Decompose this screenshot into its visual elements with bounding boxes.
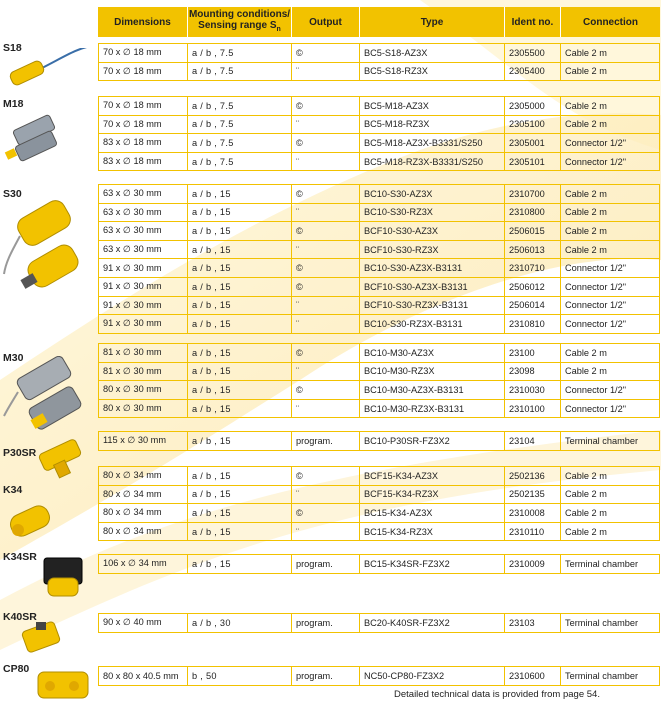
- output-cell: ¨: [292, 486, 360, 504]
- dimensions-cell: 80 x ∅ 30 mm: [98, 400, 188, 418]
- mounting-cell: a / b , 15: [188, 363, 292, 381]
- output-cell: ©: [292, 278, 360, 296]
- dimensions-cell: 115 x ∅ 30 mm: [98, 432, 188, 450]
- table-row: [98, 486, 660, 505]
- ident-cell: 23103: [505, 614, 561, 632]
- connection-cell: Cable 2 m: [561, 63, 660, 81]
- output-cell: ¨: [292, 241, 360, 259]
- connection-cell: Cable 2 m: [561, 344, 660, 362]
- ident-cell: 2305400: [505, 63, 561, 81]
- dimensions-cell: 70 x ∅ 18 mm: [98, 44, 188, 62]
- header-mounting-label: Mounting conditions/ Sensing range S: [188, 9, 291, 31]
- type-cell: BC15-K34-AZ3X: [360, 504, 505, 522]
- mounting-cell: a / b , 15: [188, 185, 292, 203]
- connection-cell: Cable 2 m: [561, 363, 660, 381]
- connection-cell: Cable 2 m: [561, 467, 660, 485]
- connection-cell: Cable 2 m: [561, 97, 660, 115]
- output-cell: ¨: [292, 116, 360, 134]
- type-cell: BC10-S30-RZ3X: [360, 204, 505, 222]
- ident-cell: 2310110: [505, 523, 561, 541]
- type-cell: BCF10-S30-RZ3X-B3131: [360, 297, 505, 315]
- table-row: [98, 116, 660, 135]
- ident-cell: 2305100: [505, 116, 561, 134]
- output-cell: ©: [292, 44, 360, 62]
- table-row: [98, 222, 660, 241]
- group-label-cp80: CP80: [3, 663, 30, 675]
- mounting-cell: a / b , 7.5: [188, 44, 292, 62]
- output-cell: ©: [292, 504, 360, 522]
- type-cell: BC15-K34-RZ3X: [360, 523, 505, 541]
- ident-cell: 2310100: [505, 400, 561, 418]
- connection-cell: Cable 2 m: [561, 504, 660, 522]
- mounting-cell: a / b , 7.5: [188, 63, 292, 81]
- sensor-s18-image: [2, 48, 94, 90]
- dimensions-cell: 70 x ∅ 18 mm: [98, 116, 188, 134]
- dimensions-cell: 90 x ∅ 40 mm: [98, 614, 188, 632]
- connection-cell: Terminal chamber: [561, 432, 660, 450]
- connection-cell: Cable 2 m: [561, 185, 660, 203]
- connection-cell: Connector 1/2": [561, 315, 660, 333]
- output-cell: ©: [292, 344, 360, 362]
- section-s18: [98, 43, 660, 81]
- dimensions-cell: 70 x ∅ 18 mm: [98, 97, 188, 115]
- connection-cell: Cable 2 m: [561, 204, 660, 222]
- type-cell: BC5-S18-RZ3X: [360, 63, 505, 81]
- group-label-s18: S18: [3, 42, 22, 54]
- type-cell: NC50-CP80-FZ3X2: [360, 667, 505, 685]
- dimensions-cell: 80 x ∅ 34 mm: [98, 486, 188, 504]
- connection-cell: Cable 2 m: [561, 44, 660, 62]
- output-cell: ©: [292, 381, 360, 399]
- connection-cell: Cable 2 m: [561, 523, 660, 541]
- group-label-k40sr: K40SR: [3, 611, 37, 623]
- header-mounting: [188, 7, 292, 37]
- type-cell: BC5-M18-RZ3X: [360, 116, 505, 134]
- connection-cell: Terminal chamber: [561, 614, 660, 632]
- dimensions-cell: 83 x ∅ 18 mm: [98, 153, 188, 171]
- mounting-cell: a / b , 15: [188, 204, 292, 222]
- sensor-p30sr-image: [30, 438, 90, 482]
- connection-cell: Cable 2 m: [561, 116, 660, 134]
- mounting-cell: a / b , 15: [188, 523, 292, 541]
- type-cell: BC10-P30SR-FZ3X2: [360, 432, 505, 450]
- mounting-cell: a / b , 15: [188, 344, 292, 362]
- section-s30: [98, 184, 660, 334]
- ident-cell: 2310810: [505, 315, 561, 333]
- type-cell: BC5-S18-AZ3X: [360, 44, 505, 62]
- table-row: [98, 431, 660, 451]
- mounting-cell: a / b , 15: [188, 467, 292, 485]
- section-m30: [98, 343, 660, 418]
- group-label-m18: M18: [3, 98, 24, 110]
- ident-cell: 2310710: [505, 259, 561, 277]
- type-cell: BC5-M18-AZ3X-B3331/S250: [360, 134, 505, 152]
- ident-cell: 2305001: [505, 134, 561, 152]
- sensor-s30-image: [2, 196, 94, 306]
- ident-cell: 2305000: [505, 97, 561, 115]
- output-cell: ¨: [292, 523, 360, 541]
- table-row: [98, 63, 660, 82]
- mounting-cell: a / b , 15: [188, 241, 292, 259]
- table-header: [98, 7, 660, 37]
- connection-cell: Cable 2 m: [561, 241, 660, 259]
- mounting-cell: a / b , 15: [188, 432, 292, 450]
- header-connection: Connection: [561, 7, 660, 37]
- table-row: [98, 43, 660, 63]
- type-cell: BCF15-K34-AZ3X: [360, 467, 505, 485]
- connection-cell: Terminal chamber: [561, 667, 660, 685]
- type-cell: BC15-K34SR-FZ3X2: [360, 555, 505, 573]
- dimensions-cell: 106 x ∅ 34 mm: [98, 555, 188, 573]
- sensor-k34-image: [2, 498, 62, 546]
- mounting-cell: b , 50: [188, 667, 292, 685]
- mounting-cell: a / b , 15: [188, 315, 292, 333]
- type-cell: BC10-M30-RZ3X-B3131: [360, 400, 505, 418]
- mounting-cell: a / b , 7.5: [188, 97, 292, 115]
- mounting-cell: a / b , 7.5: [188, 134, 292, 152]
- table-row: [98, 241, 660, 260]
- ident-cell: 2502136: [505, 467, 561, 485]
- section-cp80: [98, 666, 660, 686]
- dimensions-cell: 63 x ∅ 30 mm: [98, 185, 188, 203]
- ident-cell: 2310800: [505, 204, 561, 222]
- ident-cell: 23098: [505, 363, 561, 381]
- dimensions-cell: 63 x ∅ 30 mm: [98, 204, 188, 222]
- table-row: [98, 184, 660, 204]
- output-cell: ¨: [292, 153, 360, 171]
- type-cell: BC20-K40SR-FZ3X2: [360, 614, 505, 632]
- mounting-cell: a / b , 15: [188, 400, 292, 418]
- connection-cell: Cable 2 m: [561, 486, 660, 504]
- ident-cell: 2310700: [505, 185, 561, 203]
- table-row: [98, 400, 660, 419]
- connection-cell: Terminal chamber: [561, 555, 660, 573]
- header-ident: Ident no.: [505, 7, 561, 37]
- type-cell: BC10-M30-AZ3X-B3131: [360, 381, 505, 399]
- dimensions-cell: 63 x ∅ 30 mm: [98, 222, 188, 240]
- table-row: [98, 343, 660, 363]
- dimensions-cell: 80 x ∅ 34 mm: [98, 523, 188, 541]
- table-row: [98, 96, 660, 116]
- section-p30sr: [98, 431, 660, 451]
- table-row: [98, 381, 660, 400]
- dimensions-cell: 81 x ∅ 30 mm: [98, 363, 188, 381]
- output-cell: ©: [292, 467, 360, 485]
- connection-cell: Connector 1/2": [561, 259, 660, 277]
- mounting-cell: a / b , 7.5: [188, 116, 292, 134]
- group-label-s30: S30: [3, 188, 22, 200]
- ident-cell: 2305101: [505, 153, 561, 171]
- dimensions-cell: 91 x ∅ 30 mm: [98, 259, 188, 277]
- connection-cell: Connector 1/2": [561, 297, 660, 315]
- type-cell: BCF10-S30-RZ3X: [360, 241, 505, 259]
- output-cell: ©: [292, 259, 360, 277]
- connection-cell: Connector 1/2": [561, 278, 660, 296]
- connection-cell: Cable 2 m: [561, 222, 660, 240]
- output-cell: ©: [292, 97, 360, 115]
- group-label-p30sr: P30SR: [3, 447, 37, 459]
- table-row: [98, 554, 660, 574]
- table-row: [98, 466, 660, 486]
- output-cell: ©: [292, 222, 360, 240]
- connection-cell: Connector 1/2": [561, 134, 660, 152]
- type-cell: BCF10-S30-AZ3X-B3131: [360, 278, 505, 296]
- dimensions-cell: 81 x ∅ 30 mm: [98, 344, 188, 362]
- dimensions-cell: 83 x ∅ 18 mm: [98, 134, 188, 152]
- output-cell: ¨: [292, 400, 360, 418]
- mounting-cell: a / b , 15: [188, 504, 292, 522]
- dimensions-cell: 63 x ∅ 30 mm: [98, 241, 188, 259]
- ident-cell: 23100: [505, 344, 561, 362]
- header-mounting-sub: n: [276, 26, 281, 33]
- header-type: Type: [360, 7, 505, 37]
- ident-cell: 2310600: [505, 667, 561, 685]
- dimensions-cell: 70 x ∅ 18 mm: [98, 63, 188, 81]
- output-cell: program.: [292, 432, 360, 450]
- table-row: [98, 315, 660, 334]
- group-label-k34sr: K34SR: [3, 551, 37, 563]
- group-label-k34: K34: [3, 484, 23, 496]
- ident-cell: 2310009: [505, 555, 561, 573]
- dimensions-cell: 80 x ∅ 30 mm: [98, 381, 188, 399]
- output-cell: program.: [292, 614, 360, 632]
- ident-cell: 2506015: [505, 222, 561, 240]
- ident-cell: 2310008: [505, 504, 561, 522]
- dimensions-cell: 91 x ∅ 30 mm: [98, 278, 188, 296]
- section-k34sr: [98, 554, 660, 574]
- ident-cell: 2506012: [505, 278, 561, 296]
- type-cell: BC5-M18-AZ3X: [360, 97, 505, 115]
- table-row: [98, 523, 660, 542]
- sensor-cp80-image: [34, 668, 94, 702]
- type-cell: BCF15-K34-RZ3X: [360, 486, 505, 504]
- header-dimensions: Dimensions: [98, 7, 188, 37]
- output-cell: program.: [292, 555, 360, 573]
- mounting-cell: a / b , 15: [188, 297, 292, 315]
- dimensions-cell: 91 x ∅ 30 mm: [98, 297, 188, 315]
- header-output: Output: [292, 7, 360, 37]
- output-cell: ©: [292, 185, 360, 203]
- sensor-m30-image: [2, 356, 94, 436]
- mounting-cell: a / b , 15: [188, 381, 292, 399]
- type-cell: BC10-S30-AZ3X-B3131: [360, 259, 505, 277]
- connection-cell: Connector 1/2": [561, 400, 660, 418]
- dimensions-cell: 80 x ∅ 34 mm: [98, 467, 188, 485]
- table-row: [98, 297, 660, 316]
- section-m18: [98, 96, 660, 171]
- output-cell: ¨: [292, 63, 360, 81]
- table-row: [98, 134, 660, 153]
- footer-note: Detailed technical data is provided from page 54.: [394, 689, 600, 700]
- table-row: [98, 278, 660, 297]
- type-cell: BCF10-S30-AZ3X: [360, 222, 505, 240]
- group-label-m30: M30: [3, 352, 24, 364]
- section-k40sr: [98, 613, 660, 633]
- mounting-cell: a / b , 15: [188, 278, 292, 296]
- table-row: [98, 613, 660, 633]
- section-k34: [98, 466, 660, 541]
- mounting-cell: a / b , 15: [188, 486, 292, 504]
- ident-cell: 23104: [505, 432, 561, 450]
- table-row: [98, 259, 660, 278]
- output-cell: ¨: [292, 204, 360, 222]
- mounting-cell: a / b , 7.5: [188, 153, 292, 171]
- mounting-cell: a / b , 15: [188, 222, 292, 240]
- output-cell: program.: [292, 667, 360, 685]
- type-cell: BC10-S30-RZ3X-B3131: [360, 315, 505, 333]
- sensor-k40sr-image: [18, 618, 68, 658]
- output-cell: ¨: [292, 363, 360, 381]
- ident-cell: 2305500: [505, 44, 561, 62]
- sensor-m18-image: [2, 108, 94, 168]
- ident-cell: 2506014: [505, 297, 561, 315]
- output-cell: ¨: [292, 315, 360, 333]
- connection-cell: Connector 1/2": [561, 153, 660, 171]
- table-row: [98, 666, 660, 686]
- table-row: [98, 153, 660, 172]
- table-row: [98, 504, 660, 523]
- type-cell: BC10-S30-AZ3X: [360, 185, 505, 203]
- mounting-cell: a / b , 15: [188, 555, 292, 573]
- dimensions-cell: 80 x ∅ 34 mm: [98, 504, 188, 522]
- mounting-cell: a / b , 15: [188, 259, 292, 277]
- dimensions-cell: 91 x ∅ 30 mm: [98, 315, 188, 333]
- type-cell: BC10-M30-AZ3X: [360, 344, 505, 362]
- type-cell: BC10-M30-RZ3X: [360, 363, 505, 381]
- type-cell: BC5-M18-RZ3X-B3331/S250: [360, 153, 505, 171]
- output-cell: ©: [292, 134, 360, 152]
- connection-cell: Connector 1/2": [561, 381, 660, 399]
- sensor-k34sr-image: [34, 548, 94, 604]
- mounting-cell: a / b , 30: [188, 614, 292, 632]
- output-cell: ¨: [292, 297, 360, 315]
- ident-cell: 2310030: [505, 381, 561, 399]
- table-row: [98, 204, 660, 223]
- ident-cell: 2502135: [505, 486, 561, 504]
- dimensions-cell: 80 x 80 x 40.5 mm: [98, 667, 188, 685]
- table-row: [98, 363, 660, 382]
- ident-cell: 2506013: [505, 241, 561, 259]
